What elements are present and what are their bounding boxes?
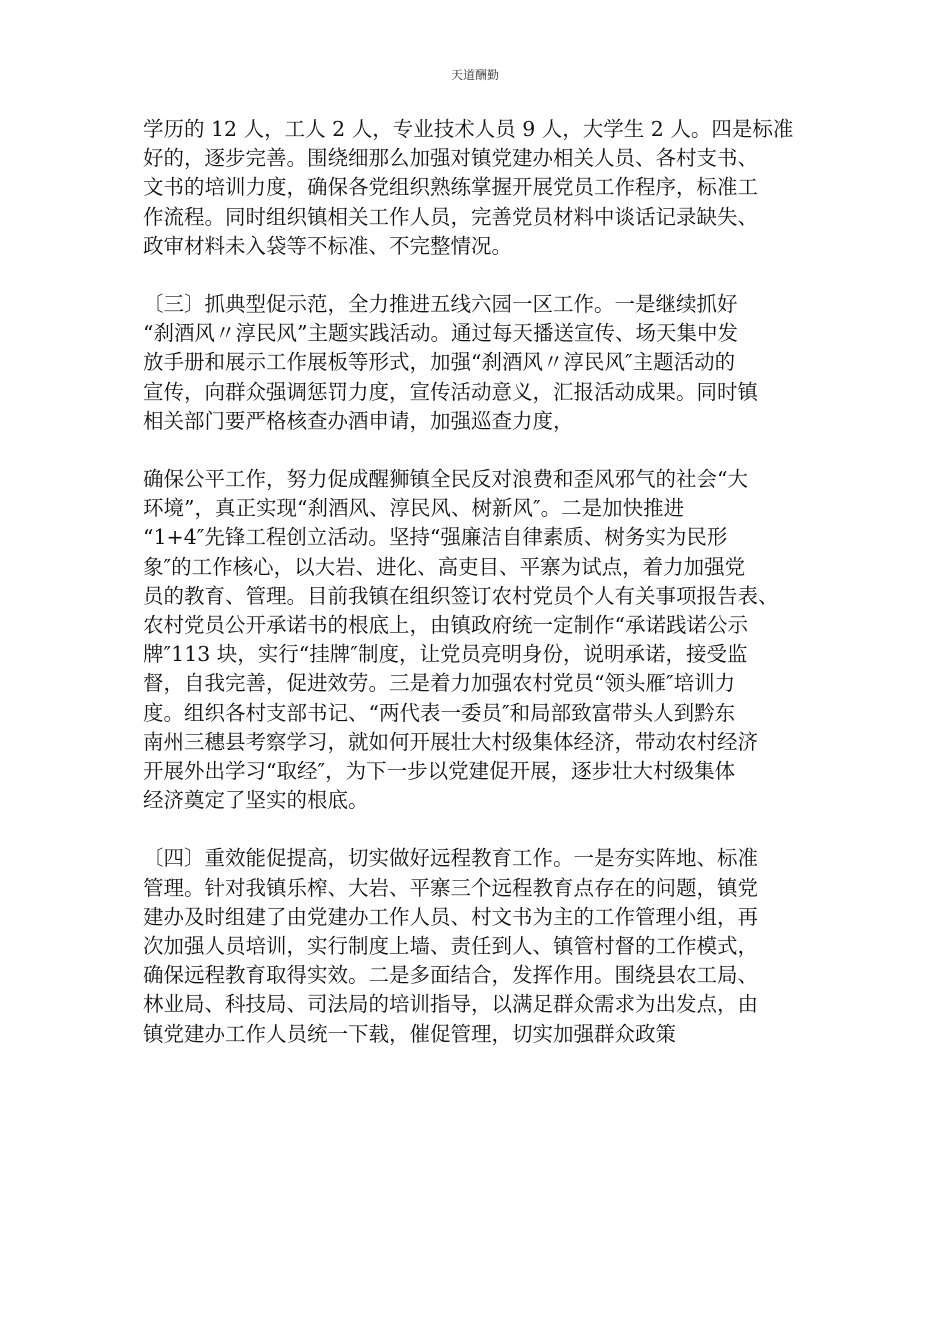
text-line: 确保远程教育取得实效。二是多面结合，发挥作用。围绕县农工局、 [143,963,758,988]
text-line: 〔四〕重效能促提高，切实做好远程教育工作。一是夯实阵地、标准 [143,846,758,871]
paragraph-4 [143,844,809,1048]
paragraph-2 [143,290,809,436]
text-line: 放手册和展示工作展板等形式，加强“刹酒风〃淳民风″主题活动的 [143,350,736,375]
text-line: 次加强人员培训，实行制度上墙、责任到人、镇管村督的工作模式， [143,934,758,959]
text-line: 象″的工作核心，以大岩、进化、高吏目、平寨为试点，着力加强党 [143,554,746,579]
text-line: 农村党员公开承诺书的根底上，由镇政府统一定制作“承诺践诺公示 [143,613,748,638]
text-line: 好的，逐步完善。围绕细那么加强对镇党建办相关人员、各村支书、 [143,146,758,171]
paragraph-spacer [143,815,809,844]
text-line: 南州三穗县考察学习，就如何开展壮大村级集体经济，带动农村经济 [143,729,758,754]
paragraph-1 [143,115,809,261]
text-line: 宣传，向群众强调惩罚力度，宣传活动意义，汇报活动成果。同时镇 [143,379,758,404]
text-line: 建办及时组建了由党建办工作人员、村文书为主的工作管理小组，再 [143,904,758,929]
text-line: 牌″113 块，实行“挂牌″制度，让党员亮明身份，说明承诺，接受监 [143,642,748,667]
document-body [143,115,809,1049]
text-line: 管理。针对我镇乐榨、大岩、平寨三个远程教育点存在的问题，镇党 [143,875,758,900]
text-line: 政审材料未入袋等不标准、不完整情况。 [143,233,512,258]
text-line: “刹酒风〃淳民风”主题实践活动。通过每天播送宣传、场天集中发 [143,321,738,346]
text-line: 〔三〕抓典型促示范，全力推进五线六园一区工作。一是继续抓好 [143,292,738,317]
text-line: 镇党建办工作人员统一下载，催促管理，切实加强群众政策 [143,1021,676,1046]
paragraph-spacer [143,436,809,465]
text-line: 学历的 12 人，工人 2 人，专业技术人员 9 人，大学生 2 人。四是标准 [143,117,794,141]
text-line: 环境”，真正实现“刹酒风、淳民风、树新风″。二是加快推进 [143,496,685,521]
page-header: 天道酬勤 [450,68,499,82]
text-line: 员的教育、管理。目前我镇在组织签订农村党员个人有关事项报告表、 [143,583,779,608]
text-line: 确保公平工作，努力促成醒狮镇全民反对浪费和歪风邪气的社会“大 [143,467,748,492]
text-line: 度。组织各村支部书记、“两代表一委员″和局部致富带头人到黔东 [143,700,736,725]
text-line: 经济奠定了坚实的根底。 [143,788,369,813]
paragraph-3 [143,465,809,815]
text-line: “1+4″先锋工程创立活动。坚持“强廉洁自律素质、树务实为民形 [143,525,728,550]
text-line: 作流程。同时组织镇相关工作人员，完善党员材料中谈话记录缺失、 [143,204,758,229]
text-line: 林业局、科技局、司法局的培训指导，以满足群众需求为出发点，由 [143,992,758,1017]
text-line: 文书的培训力度，确保各党组织熟练掌握开展党员工作程序，标准工 [143,175,758,200]
paragraph-spacer [143,261,809,290]
text-line: 相关部门要严格核查办酒申请，加强巡查力度， [143,408,574,433]
text-line: 督，自我完善，促进效劳。三是着力加强农村党员“领头雁″培训力 [143,671,736,696]
text-line: 开展外出学习“取经″，为下一步以党建促开展，逐步壮大村级集体 [143,759,736,784]
